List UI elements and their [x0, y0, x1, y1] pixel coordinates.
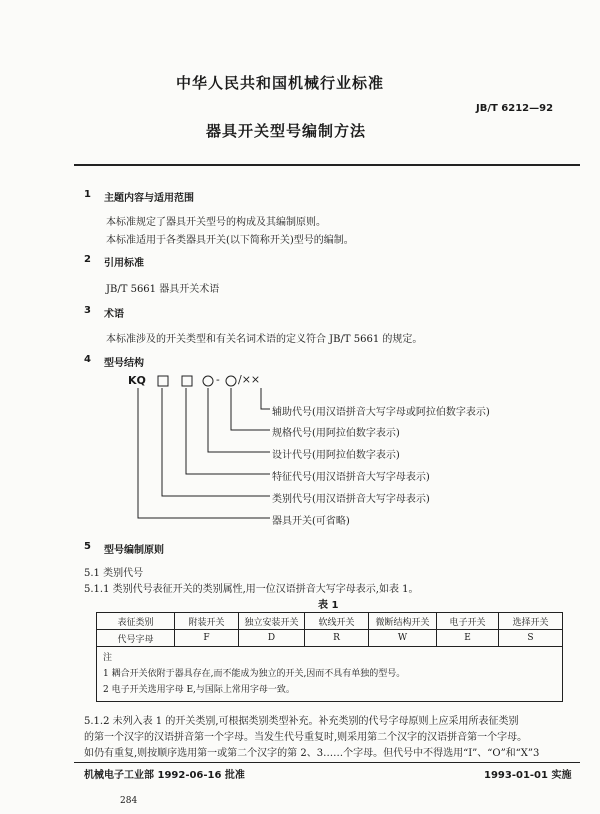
standard-code: JB/T 6212—92 — [476, 103, 554, 114]
section-3-title: 术语 — [104, 309, 124, 320]
category-code-box — [158, 376, 168, 386]
section-2-title: 引用标准 — [104, 258, 144, 269]
formula-prefix: KQ — [128, 374, 146, 387]
section-3-paragraph: 本标准涉及的开关类型和有关名词术语的定义符合 JB/T 5661 的规定。 — [106, 334, 423, 345]
category-code-table — [96, 612, 563, 702]
table-notes-cell — [97, 647, 563, 702]
table-row — [97, 630, 563, 647]
section-1-title: 主题内容与适用范围 — [104, 193, 194, 204]
table-cell: F — [175, 630, 239, 647]
header-cell: 附装开关 — [175, 613, 239, 630]
subsection-5-1: 5.1 类别代号 — [84, 568, 144, 579]
design-code-circle — [203, 376, 213, 386]
section-5-title: 型号编制原则 — [104, 545, 164, 556]
document-title: 器具开关型号编制方法 — [206, 122, 367, 140]
leader-category — [162, 388, 270, 496]
header-cell: 微断结构开关 — [369, 613, 437, 630]
section-5-number: 5 — [84, 541, 91, 552]
footer-rule — [74, 762, 580, 763]
table-header-row — [97, 613, 563, 630]
formula-hyphen: - — [216, 373, 220, 386]
page-number: 284 — [120, 796, 138, 806]
table-cell: W — [369, 630, 437, 647]
clause-5-1-2-line-2: 的第一个汉字的汉语拼音第一个字母。当发生代号重复时,则采用第二个汉字的汉语拼音第一个字母。 — [84, 732, 528, 743]
header-cell: 电子开关 — [437, 613, 499, 630]
table-cell: 代号字母 — [97, 630, 175, 647]
table-cell: R — [305, 630, 369, 647]
section-2-number: 2 — [84, 254, 91, 265]
header-cell: 独立安装开关 — [239, 613, 305, 630]
section-4-title: 型号结构 — [104, 358, 144, 369]
section-2-reference: JB/T 5661 器具开关术语 — [106, 284, 220, 295]
section-4-number: 4 — [84, 354, 91, 365]
header-cell: 表征类别 — [97, 613, 175, 630]
table-1-caption: 表 1 — [318, 600, 339, 611]
table-cell: E — [437, 630, 499, 647]
formula-suffix: /×× — [238, 373, 261, 386]
table-notes-row — [97, 647, 563, 702]
section-1-paragraph-2: 本标准适用于各类器具开关(以下简称开关)型号的编制。 — [106, 235, 354, 246]
section-3-number: 3 — [84, 305, 91, 316]
note-1: 1 耦合开关依附于器具存在,而不能成为独立的开关,因而不具有单独的型号。 — [103, 669, 406, 679]
label-auxiliary-code: 辅助代号(用汉语拼音大写字母或阿拉伯数字表示) — [272, 407, 490, 418]
spec-code-circle — [226, 376, 236, 386]
leader-switch — [138, 388, 270, 518]
feature-code-box — [182, 376, 192, 386]
implementation-date: 1993-01-01 实施 — [484, 770, 572, 781]
approval-line: 机械电子工业部 1992-06-16 批准 — [84, 770, 245, 781]
leader-feature — [186, 388, 270, 474]
label-category-code: 类别代号(用汉语拼音大写字母表示) — [272, 494, 430, 505]
clause-5-1-1: 5.1.1 类别代号表征开关的类别属性,用一位汉语拼音大写字母表示,如表 1。 — [84, 584, 419, 595]
note-2: 2 电子开关选用字母 E,与国际上常用字母一致。 — [103, 685, 295, 695]
label-feature-code: 特征代号(用汉语拼音大写字母表示) — [272, 472, 430, 483]
section-1-number: 1 — [84, 189, 91, 200]
header-cell: 软线开关 — [305, 613, 369, 630]
clause-5-1-2-line-3: 如仍有重复,则按顺序选用第一或第二个汉字的第 2、3……个字母。但代号中不得选用“I”、“O”和“X”3 — [84, 748, 540, 759]
standard-name: 中华人民共和国机械行业标准 — [176, 74, 385, 92]
clause-5-1-2-line-1: 5.1.2 未列入表 1 的开关类别,可根据类别类型补充。补充类别的代号字母原则上应采用所表征类别 — [84, 716, 519, 727]
section-1-paragraph-1: 本标准规定了器具开关型号的构成及其编制原则。 — [106, 217, 326, 228]
leader-auxiliary — [261, 388, 270, 409]
notes-title: 注 — [103, 653, 113, 663]
label-design-code: 设计代号(用阿拉伯数字表示) — [272, 450, 400, 461]
header-cell: 选择开关 — [499, 613, 563, 630]
label-appliance-switch: 器具开关(可省略) — [272, 516, 350, 527]
table-cell: S — [499, 630, 563, 647]
label-spec-code: 规格代号(用阿拉伯数字表示) — [272, 428, 400, 439]
table-cell: D — [239, 630, 305, 647]
